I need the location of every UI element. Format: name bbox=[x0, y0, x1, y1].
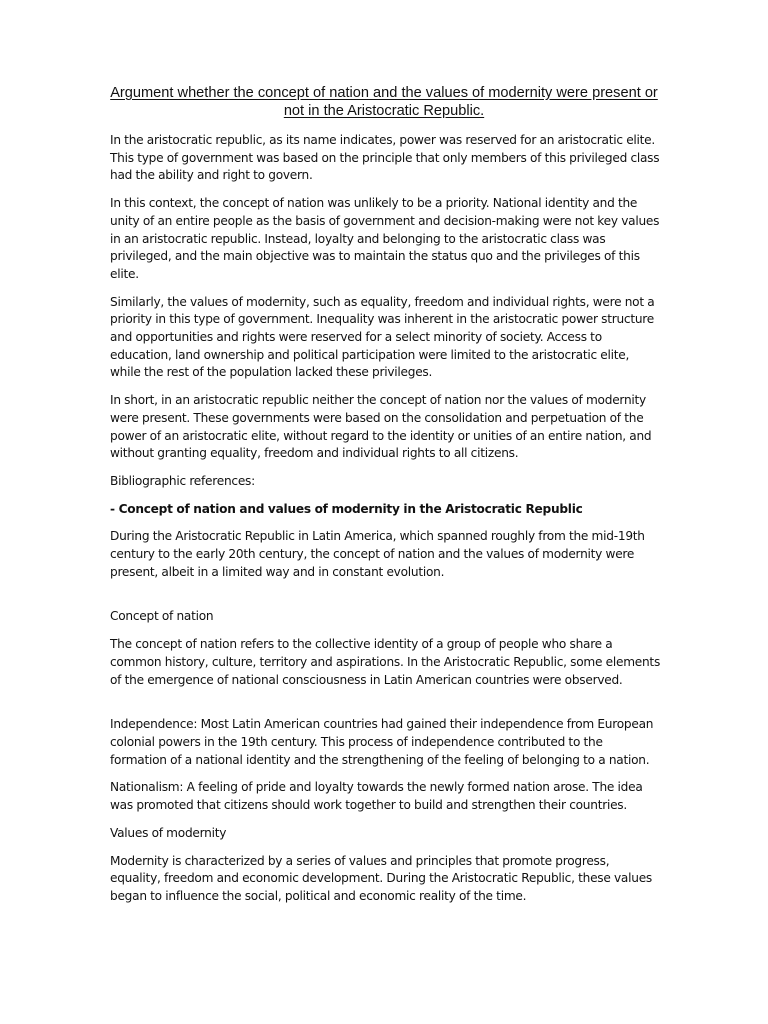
section-heading-bold: - Concept of nation and values of modernity in the Aristocratic Republic bbox=[110, 501, 583, 516]
paragraph-latin-america: During the Aristocratic Republic in Latin America, which spanned roughly from the mid-19th century to the early 20th century, the concept of nation and the values of modernity were present, albeit in a limited way and in constant evolution. bbox=[110, 529, 645, 579]
paragraph-nationalism: Nationalism: A feeling of pride and loyalty towards the newly formed nation arose. The idea was promoted that citizens should work together to build and strengthen their countries. bbox=[110, 780, 643, 813]
subheading-concept-of-nation: Concept of nation bbox=[110, 609, 214, 624]
paragraph-independence: Independence: Most Latin American countries had gained their independence from European colonial powers in the 19th century. This process of independence contributed to the formation of a national identity and the strengthening of the feeling of belonging to a nation. bbox=[110, 717, 654, 767]
subheading-values-of-modernity: Values of modernity bbox=[110, 825, 227, 840]
document-title: Argument whether the concept of nation and the values of modernity were present or not in the Aristocratic Republic. bbox=[110, 85, 658, 119]
paragraph-nation-context: In this context, the concept of nation was unlikely to be a priority. National identity and the unity of an entire people as the basis of government and decision-making were not key values in an aristocratic republic. Instead, loyalty and belonging to the aristocratic class was privileged, and the main objective was to maintain the status quo and the privileges of this elite. bbox=[110, 196, 660, 281]
paragraph-modernity-values: Similarly, the values of modernity, such as equality, freedom and individual rights, were not a priority in this type of government. Inequality was inherent in the aristocratic power structure and opportunities and rights were reserved for a select minority of society. Access to education, land ownership and political participation were limited to the aristocratic elite, while the rest of the population lacked these privileges. bbox=[110, 294, 655, 380]
paragraph-summary: In short, in an aristocratic republic neither the concept of nation nor the values of modernity were present. These governments were based on the consolidation and perpetuation of the power of an aristocratic elite, without regard to the identity or unities of an entire nation, and without granting equality, freedom and individual rights to all citizens. bbox=[110, 393, 652, 461]
document-body bbox=[110, 132, 662, 916]
paragraph-modernity-definition: Modernity is characterized by a series of values and principles that promote progress, equality, freedom and economic development. During the Aristocratic Republic, these values began to influence the social, political and economic reality of the time. bbox=[110, 853, 652, 903]
bibliographic-references-label: Bibliographic references: bbox=[110, 473, 255, 488]
paragraph-concept-of-nation: The concept of nation refers to the collective identity of a group of people who share a common history, culture, territory and aspirations. In the Aristocratic Republic, some elements of the emergence of national consciousness in Latin American countries were observed. bbox=[110, 637, 661, 687]
paragraph-intro: In the aristocratic republic, as its name indicates, power was reserved for an aristocratic elite. This type of government was based on the principle that only members of this privileged class had the ability and right to govern. bbox=[110, 133, 660, 183]
